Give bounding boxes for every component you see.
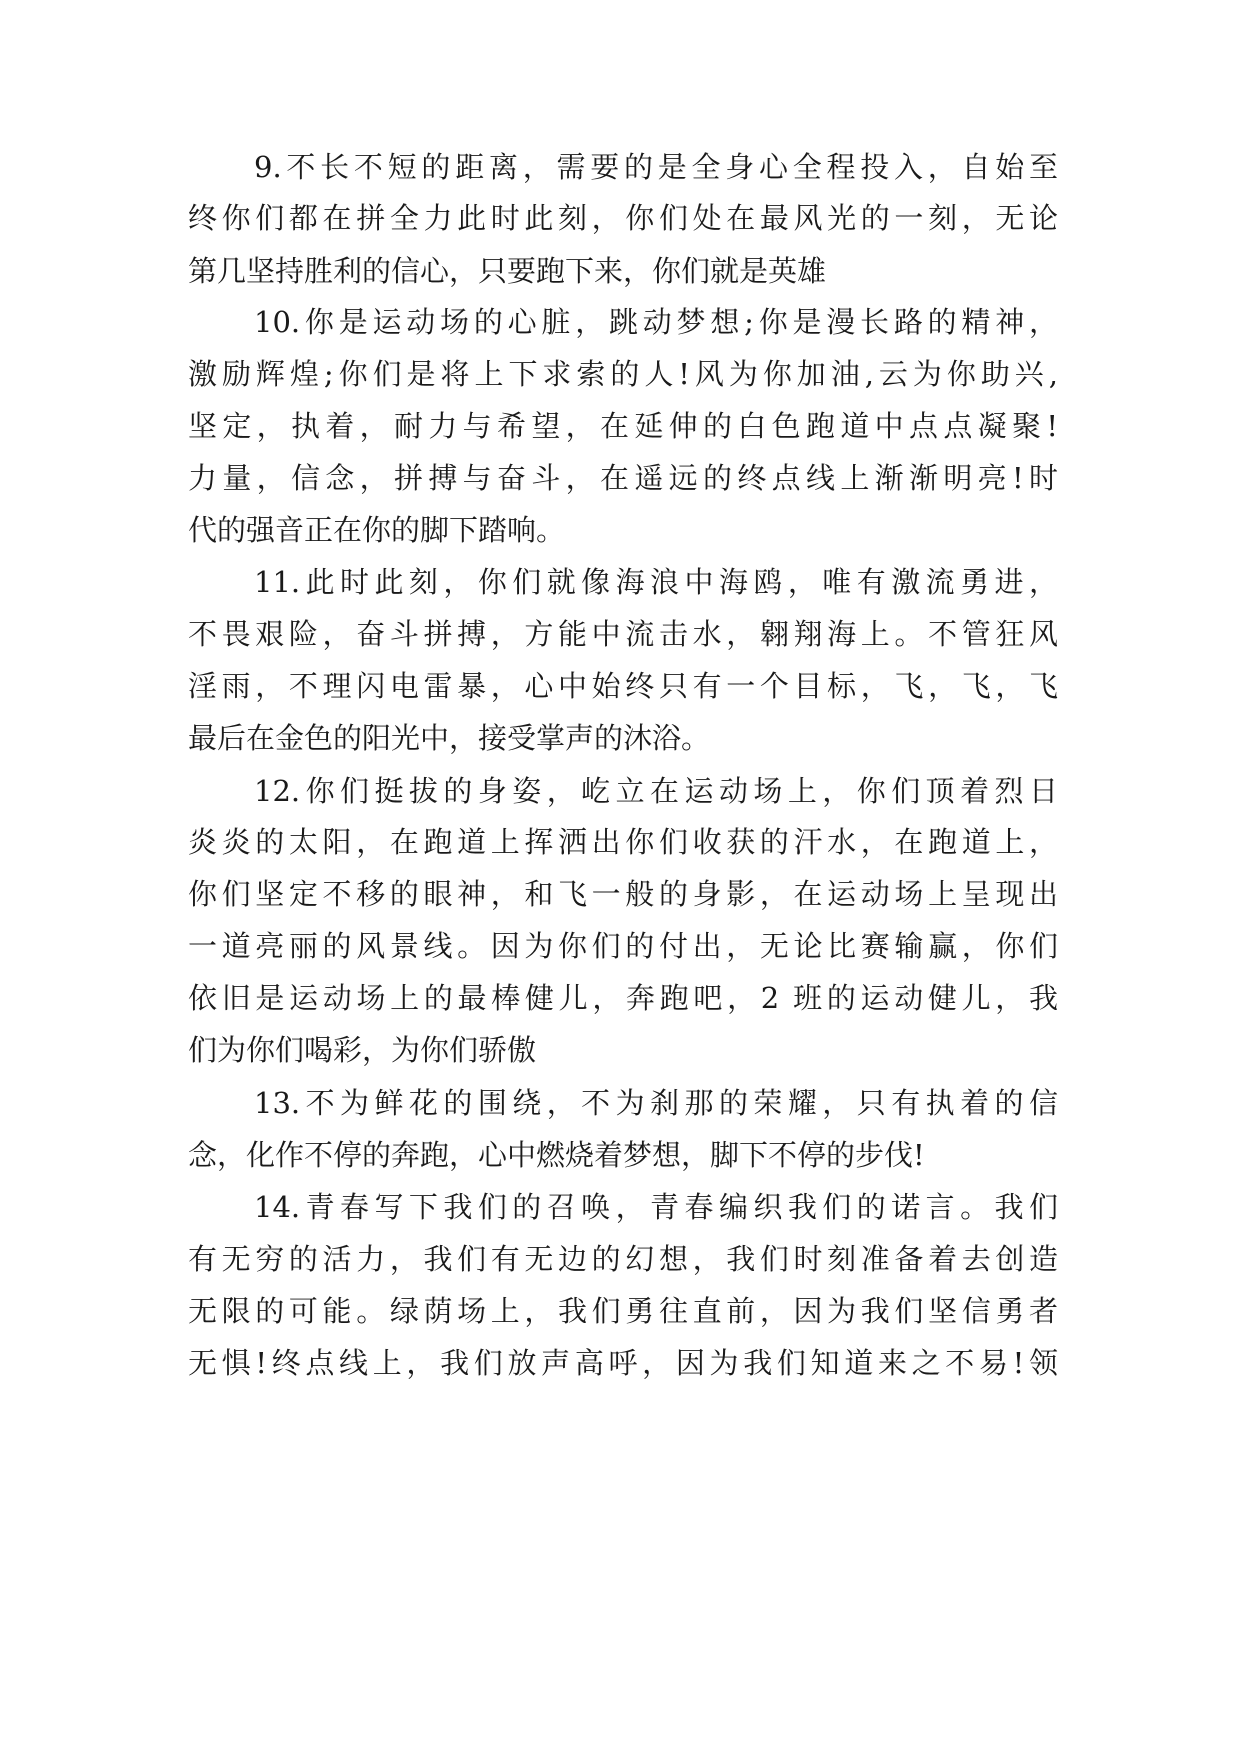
paragraph-14-line-4: 无惧!终点线上，我们放声高呼，因为我们知道来之不易!领	[188, 1346, 1058, 1380]
paragraph-9-line-2: 终你们都在拼全力此时此刻，你们处在最风光的一刻，无论	[188, 201, 1058, 235]
paragraph-14-line-2: 有无穷的活力，我们有无边的幻想，我们时刻准备着去创造	[188, 1242, 1058, 1276]
paragraph-14-line-3: 无限的可能。绿荫场上，我们勇往直前，因为我们坚信勇者	[188, 1294, 1058, 1328]
paragraph-10-line-3: 坚定，执着，耐力与希望，在延伸的白色跑道中点点凝聚!	[188, 409, 1058, 443]
paragraph-14-line-1: 14.青春写下我们的召唤，青春编织我们的诺言。我们	[254, 1190, 1058, 1224]
paragraph-11-line-1: 11.此时此刻，你们就像海浪中海鸥，唯有激流勇进，	[254, 565, 1058, 599]
paragraph-10-line-4: 力量，信念，拼搏与奋斗，在遥远的终点线上渐渐明亮!时	[188, 461, 1058, 495]
paragraph-9-line-1: 9.不长不短的距离，需要的是全身心全程投入，自始至	[254, 150, 1058, 184]
paragraph-12-line-2: 炎炎的太阳，在跑道上挥洒出你们收获的汗水，在跑道上，	[188, 825, 1058, 859]
paragraph-13-line-2: 念，化作不停的奔跑，心中燃烧着梦想，脚下不停的步伐!	[188, 1138, 925, 1172]
paragraph-13-line-1: 13.不为鲜花的围绕，不为刹那的荣耀，只有执着的信	[254, 1086, 1058, 1120]
paragraph-10-line-5: 代的强音正在你的脚下踏响。	[188, 513, 566, 547]
paragraph-10-line-1: 10.你是运动场的心脏，跳动梦想;你是漫长路的精神，	[254, 305, 1058, 339]
paragraph-11-line-3: 淫雨，不理闪电雷暴，心中始终只有一个目标，飞，飞，飞	[188, 669, 1058, 703]
paragraph-12-line-4: 一道亮丽的风景线。因为你们的付出，无论比赛输赢，你们	[188, 929, 1058, 963]
paragraph-11-line-4: 最后在金色的阳光中，接受掌声的沐浴。	[188, 721, 711, 755]
paragraph-9-line-3: 第几坚持胜利的信心，只要跑下来，你们就是英雄	[188, 254, 827, 288]
paragraph-12-line-5: 依旧是运动场上的最棒健儿，奔跑吧，2 班的运动健儿，我	[188, 981, 1058, 1015]
paragraph-12-line-1: 12.你们挺拔的身姿，屹立在运动场上，你们顶着烈日	[254, 774, 1058, 808]
paragraph-11-line-2: 不畏艰险，奋斗拼搏，方能中流击水，翱翔海上。不管狂风	[188, 617, 1058, 651]
paragraph-12-line-6: 们为你们喝彩，为你们骄傲	[188, 1033, 537, 1067]
paragraph-12-line-3: 你们坚定不移的眼神，和飞一般的身影，在运动场上呈现出	[188, 877, 1058, 911]
paragraph-10-line-2: 激励辉煌;你们是将上下求索的人!风为你加油,云为你助兴,	[188, 357, 1058, 391]
